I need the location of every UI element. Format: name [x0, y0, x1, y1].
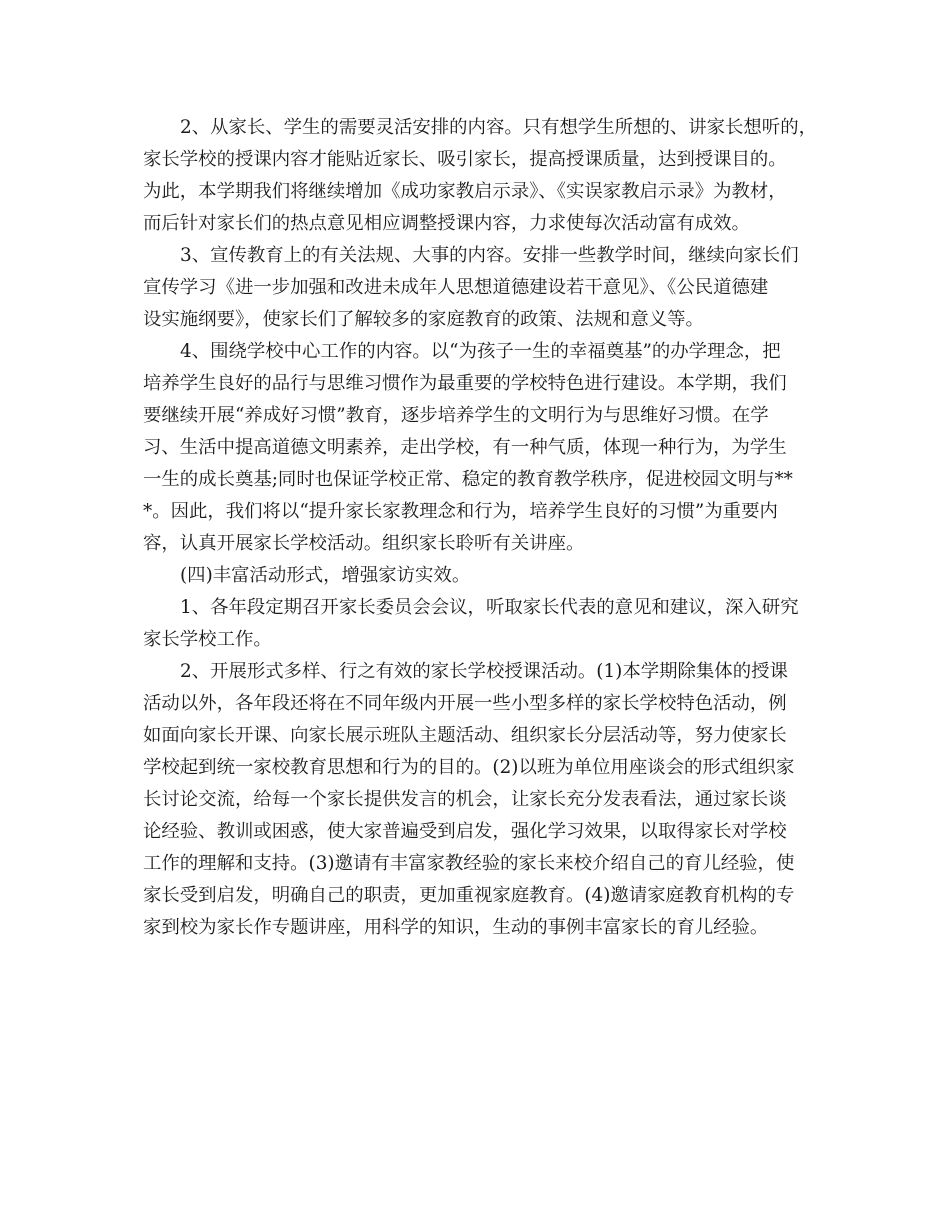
item-2-line-2: 活动以外，各年段还将在不同年级内开展一些小型多样的家长学校特色活动，例 [143, 693, 787, 714]
item-1-line-1: 1、各年段定期召开家长委员会会议，听取家长代表的意见和建议，深入研究 [180, 597, 799, 618]
item-2-line-7: 工作的理解和支持。(3)邀请有丰富家教经验的家长来校介绍自己的育儿经验，使 [143, 853, 795, 874]
paragraph-4-line-7: 容，认真开展家长学校活动。组织家长聆听有关讲座。 [143, 533, 585, 554]
paragraph-4-line-5: 一生的成长奠基;同时也保证学校正常、稳定的教育教学秩序，促进校园文明与** [143, 469, 793, 490]
item-2-line-9: 家到校为家长作专题讲座，用科学的知识，生动的事例丰富家长的育儿经验。 [143, 917, 769, 938]
item-2-line-4: 学校起到统一家校教育思想和行为的目的。(2)以班为单位用座谈会的形式组织家 [143, 757, 795, 778]
paragraph-2-line-1: 2、从家长、学生的需要灵活安排的内容。只有想学生所想的、讲家长想听的， [180, 117, 817, 138]
paragraph-4-line-2: 培养学生良好的品行与思维习惯作为最重要的学校特色进行建设。本学期，我们 [143, 373, 787, 394]
paragraph-2-line-3: 为此，本学期我们将继续增加《成功家教启示录》、《实误家教启示录》为教材， [143, 181, 787, 202]
paragraph-3-line-2: 宣传学习《进一步加强和改进未成年人思想道德建设若干意见》、《公民道德建 [143, 277, 769, 298]
paragraph-4-line-6: *。因此，我们将以“提升家长家教理念和行为，培养学生良好的习惯”为重要内 [143, 501, 778, 522]
item-2-line-1: 2、开展形式多样、行之有效的家长学校授课活动。(1)本学期除集体的授课 [180, 661, 788, 682]
paragraph-4-line-1: 4、围绕学校中心工作的内容。以“为孩子一生的幸福奠基”的办学理念，把 [180, 341, 781, 362]
item-1-line-2: 家长学校工作。 [143, 629, 272, 650]
paragraph-3-line-3: 设实施纲要》，使家长们了解较多的家庭教育的政策、法规和意义等。 [143, 309, 704, 330]
item-2-line-8: 家长受到启发，明确自己的职责，更加重视家庭教育。(4)邀请家庭教育机构的专 [143, 885, 795, 906]
paragraph-4-line-4: 习、生活中提高道德文明素养，走出学校，有一种气质，体现一种行为，为学生 [143, 437, 787, 458]
paragraph-2-line-4: 而后针对家长们的热点意见相应调整授课内容，力求使每次活动富有成效。 [143, 213, 750, 234]
item-2-line-5: 长讨论交流，给每一个家长提供发言的机会，让家长充分发表看法，通过家长谈 [143, 789, 787, 810]
paragraph-4-line-3: 要继续开展“养成好习惯”教育，逐步培养学生的文明行为与思维好习惯。在学 [143, 405, 769, 426]
item-2-line-3: 如面向家长开课、向家长展示班队主题活动、组织家长分层活动等，努力使家长 [143, 725, 787, 746]
section-heading-4: (四)丰富活动形式，增强家访实效。 [180, 565, 471, 586]
paragraph-2-line-2: 家长学校的授课内容才能贴近家长、吸引家长，提高授课质量，达到授课目的。 [143, 149, 787, 170]
document-body [143, 112, 817, 944]
item-2-line-6: 论经验、教训或困惑，使大家普遍受到启发，强化学习效果，以取得家长对学校 [143, 821, 787, 842]
paragraph-3-line-1: 3、宣传教育上的有关法规、大事的内容。安排一些教学时间，继续向家长们 [180, 245, 799, 266]
